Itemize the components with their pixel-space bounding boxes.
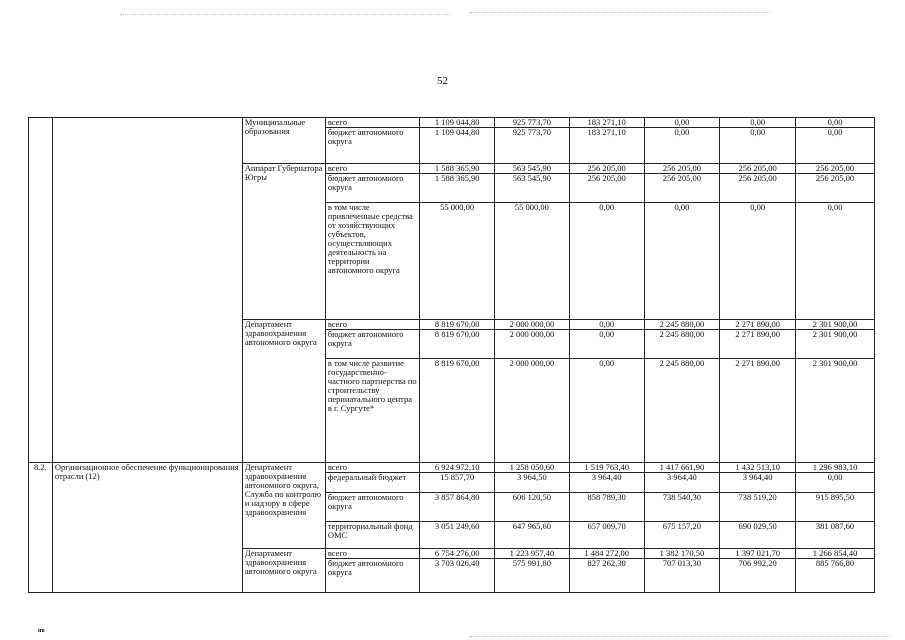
- value-total: 1 588 365,90: [420, 164, 495, 174]
- value-year-4: 256 205,00: [720, 174, 796, 203]
- value-year-4: 738 519,20: [720, 493, 796, 522]
- value-total: 8 819 670,00: [420, 330, 495, 359]
- value-year-2: 0,00: [569, 203, 644, 320]
- scan-artifact: [120, 14, 450, 15]
- value-year-4: 0,00: [720, 118, 796, 128]
- value-total: 8 819 670,00: [420, 359, 495, 463]
- source-cell: в том числе развитие государственно-частного партнерства по строительству перинатального центра в г. Сургуте*: [325, 359, 419, 463]
- value-total: 6 924 972,10: [420, 463, 495, 473]
- value-year-4: 3 964,40: [720, 473, 796, 493]
- value-year-1: 606 120,50: [495, 493, 570, 522]
- value-year-3: 0,00: [644, 128, 720, 164]
- value-year-2: 0,00: [569, 330, 644, 359]
- value-year-5: 256 205,00: [796, 164, 875, 174]
- source-cell: всего: [325, 463, 419, 473]
- value-year-4: 706 992,20: [720, 559, 796, 593]
- value-year-4: 0,00: [720, 203, 796, 320]
- value-year-2: 1 519 763,40: [569, 463, 644, 473]
- value-total: 3 703 026,40: [420, 559, 495, 593]
- value-year-1: 575 991,80: [495, 559, 570, 593]
- value-year-5: 1 296 983,10: [796, 463, 875, 473]
- scan-artifact: [470, 636, 890, 637]
- source-cell: бюджет автономного округа: [325, 174, 419, 203]
- value-year-2: 0,00: [569, 320, 644, 330]
- source-cell: всего: [325, 320, 419, 330]
- value-year-5: 2 301 900,00: [796, 359, 875, 463]
- value-year-3: 1 382 170,50: [644, 549, 720, 559]
- value-year-3: 2 245 880,00: [644, 359, 720, 463]
- value-year-5: 915 895,50: [796, 493, 875, 522]
- value-year-3: 0,00: [644, 118, 720, 128]
- value-year-1: 2 000 000,00: [495, 330, 570, 359]
- value-year-4: 0,00: [720, 128, 796, 164]
- value-year-4: 1 397 021,70: [720, 549, 796, 559]
- activity-name-cell: Организационное обеспечение функционирования отрасли (12): [52, 463, 242, 593]
- source-cell: бюджет автономного округа: [325, 128, 419, 164]
- source-cell: федеральный бюджет: [325, 473, 419, 493]
- source-cell: бюджет автономного округа: [325, 330, 419, 359]
- value-total: 3 857 864,80: [420, 493, 495, 522]
- executor-cell: Аппарат Губернатора Югры: [242, 164, 325, 320]
- page-number: 52: [437, 75, 448, 87]
- budget-table: [28, 117, 875, 593]
- footer-mark: нв: [38, 628, 45, 634]
- value-total: 55 000,00: [420, 203, 495, 320]
- value-year-1: 647 965,60: [495, 522, 570, 549]
- activity-name-cell: [52, 118, 242, 463]
- value-year-4: 2 271 890,00: [720, 320, 796, 330]
- value-year-1: 1 223 957,40: [495, 549, 570, 559]
- table-row: [29, 463, 875, 473]
- value-year-5: 0,00: [796, 473, 875, 493]
- value-year-5: 2 301 900,00: [796, 330, 875, 359]
- value-year-2: 183 271,10: [569, 128, 644, 164]
- scan-artifact: [470, 12, 770, 13]
- value-year-3: 0,00: [644, 203, 720, 320]
- value-total: 1 109 044,80: [420, 128, 495, 164]
- value-year-5: 0,00: [796, 203, 875, 320]
- executor-cell: Департамент здравоохранения автономного округа: [242, 320, 325, 463]
- value-year-3: 2 245 880,00: [644, 320, 720, 330]
- value-year-2: 3 964,40: [569, 473, 644, 493]
- value-year-3: 256 205,00: [644, 174, 720, 203]
- source-cell: бюджет автономного округа: [325, 559, 419, 593]
- value-year-2: 657 009,70: [569, 522, 644, 549]
- value-year-2: 1 484 272,00: [569, 549, 644, 559]
- value-year-5: 1 266 854,40: [796, 549, 875, 559]
- executor-cell: Муниципальные образования: [242, 118, 325, 164]
- executor-cell: Департамент здравоохранения автономного округа: [242, 549, 325, 593]
- value-year-5: 256 205,00: [796, 174, 875, 203]
- value-year-1: 55 000,00: [495, 203, 570, 320]
- source-cell: территориальный фонд ОМС: [325, 522, 419, 549]
- value-year-4: 1 432 513,10: [720, 463, 796, 473]
- value-year-4: 2 271 890,00: [720, 330, 796, 359]
- source-cell: бюджет автономного округа: [325, 493, 419, 522]
- value-year-1: 1 258 050,60: [495, 463, 570, 473]
- value-year-1: 925 773,70: [495, 118, 570, 128]
- value-year-1: 2 000 000,00: [495, 320, 570, 330]
- value-total: 1 588 365,90: [420, 174, 495, 203]
- value-year-2: 256 205,00: [569, 174, 644, 203]
- value-year-5: 2 301 900,00: [796, 320, 875, 330]
- row-number-cell: [29, 118, 53, 463]
- value-year-5: 0,00: [796, 128, 875, 164]
- source-cell: всего: [325, 164, 419, 174]
- value-total: 3 051 249,60: [420, 522, 495, 549]
- value-year-1: 925 773,70: [495, 128, 570, 164]
- value-year-4: 690 029,50: [720, 522, 796, 549]
- value-year-5: 381 087,60: [796, 522, 875, 549]
- value-year-3: 675 157,20: [644, 522, 720, 549]
- value-year-4: 2 271 890,00: [720, 359, 796, 463]
- value-year-2: 858 789,30: [569, 493, 644, 522]
- value-year-3: 2 245 880,00: [644, 330, 720, 359]
- value-year-2: 256 205,00: [569, 164, 644, 174]
- value-year-1: 3 964,50: [495, 473, 570, 493]
- source-cell: всего: [325, 118, 419, 128]
- row-number-cell: 8.2.: [29, 463, 53, 593]
- value-year-5: 885 766,80: [796, 559, 875, 593]
- value-year-5: 0,00: [796, 118, 875, 128]
- value-year-4: 256 205,00: [720, 164, 796, 174]
- value-year-3: 707 013,30: [644, 559, 720, 593]
- value-year-1: 563 545,90: [495, 174, 570, 203]
- value-year-1: 2 000 000,00: [495, 359, 570, 463]
- value-total: 8 819 670,00: [420, 320, 495, 330]
- value-year-1: 563 545,90: [495, 164, 570, 174]
- value-year-3: 3 964,40: [644, 473, 720, 493]
- value-total: 6 754 276,00: [420, 549, 495, 559]
- source-cell: в том числе привлеченные средства от хозяйствующих субъектов, осуществляющих деятельность на территории автономного округа: [325, 203, 419, 320]
- value-year-3: 1 417 661,90: [644, 463, 720, 473]
- value-year-2: 183 271,10: [569, 118, 644, 128]
- source-cell: всего: [325, 549, 419, 559]
- value-year-3: 738 540,30: [644, 493, 720, 522]
- table-row: [29, 118, 875, 128]
- value-total: 15 857,70: [420, 473, 495, 493]
- value-year-2: 827 262,30: [569, 559, 644, 593]
- executor-cell: Департамент здравоохранения автономного округа, Служба по контролю и надзору в сфере здравоохранения: [242, 463, 325, 549]
- value-total: 1 109 044,80: [420, 118, 495, 128]
- value-year-2: 0,00: [569, 359, 644, 463]
- value-year-3: 256 205,00: [644, 164, 720, 174]
